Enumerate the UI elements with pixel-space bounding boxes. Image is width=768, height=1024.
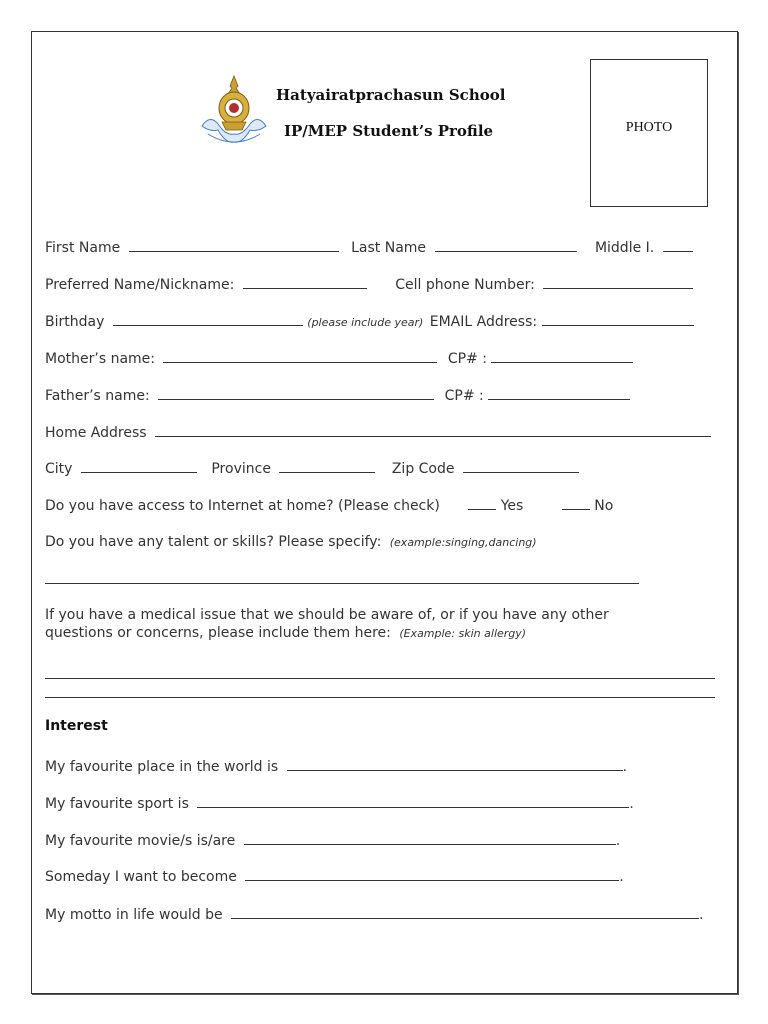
row-city: [45, 458, 579, 477]
photo-box[interactable]: [590, 59, 708, 207]
fav-place-field[interactable]: [287, 756, 623, 771]
motto-period: .: [699, 907, 704, 923]
father-name-field[interactable]: [158, 385, 434, 400]
internet-no-check[interactable]: [562, 495, 590, 510]
talent-example: (example:singing,dancing): [389, 536, 537, 549]
cell-phone-label: Cell phone Number:: [395, 277, 535, 293]
internet-question: Do you have access to Internet at home? (Please check): [45, 498, 440, 514]
interest-heading: Interest: [45, 718, 108, 734]
motto-field[interactable]: [231, 904, 699, 919]
internet-yes-label: Yes: [500, 498, 524, 514]
row-become: [45, 866, 624, 885]
row-talent: [45, 534, 537, 550]
row-father: [45, 385, 630, 404]
motto-label: My motto in life would be: [45, 907, 223, 923]
first-name-field[interactable]: [129, 237, 339, 252]
first-name-label: First Name: [45, 240, 121, 256]
school-emblem-icon: [198, 74, 270, 152]
fav-sport-label: My favourite sport is: [45, 796, 189, 812]
become-period: .: [619, 869, 624, 885]
row-mother: [45, 348, 633, 367]
nickname-field[interactable]: [243, 274, 367, 289]
mother-name-label: Mother’s name:: [45, 351, 155, 367]
medical-question-line1: If you have a medical issue that we should be aware of, or if you have any other: [45, 607, 609, 623]
fav-movie-label: My favourite movie/s is/are: [45, 833, 236, 849]
zip-label: Zip Code: [391, 461, 455, 477]
home-address-label: Home Address: [45, 425, 147, 441]
row-fav-sport: [45, 793, 634, 812]
middle-initial-field[interactable]: [663, 237, 693, 252]
row-birthday: [45, 311, 694, 330]
medical-example: (Example: skin allergy): [399, 627, 527, 640]
father-cp-label: CP# :: [444, 388, 484, 404]
birthday-field[interactable]: [113, 311, 303, 326]
row-internet: [45, 495, 613, 514]
birthday-label: Birthday: [45, 314, 105, 330]
city-field[interactable]: [81, 458, 197, 473]
father-cp-field[interactable]: [488, 385, 630, 400]
city-label: City: [45, 461, 73, 477]
row-nickname: [45, 274, 693, 293]
zip-field[interactable]: [463, 458, 579, 473]
last-name-label: Last Name: [351, 240, 427, 256]
fav-sport-period: .: [629, 796, 634, 812]
talent-answer-line[interactable]: [45, 583, 639, 584]
photo-label: PHOTO: [625, 120, 673, 135]
last-name-field[interactable]: [435, 237, 577, 252]
birthday-note: (please include year): [307, 316, 424, 329]
row-names: [45, 237, 693, 256]
fav-place-period: .: [622, 759, 628, 775]
medical-answer-line-1[interactable]: [45, 678, 715, 679]
mother-name-field[interactable]: [163, 348, 437, 363]
become-field[interactable]: [245, 866, 619, 881]
home-address-field[interactable]: [155, 422, 711, 437]
mother-cp-field[interactable]: [491, 348, 633, 363]
medical-question-line2: questions or concerns, please include them here:: [45, 625, 391, 641]
province-label: Province: [211, 461, 271, 477]
middle-initial-label: Middle I.: [594, 240, 655, 256]
fav-place-label: My favourite place in the world is: [45, 759, 279, 775]
fav-movie-field[interactable]: [244, 830, 616, 845]
medical-answer-line-2[interactable]: [45, 697, 715, 698]
row-motto: [45, 904, 704, 923]
internet-no-label: No: [594, 498, 614, 514]
email-field[interactable]: [542, 311, 694, 326]
mother-cp-label: CP# :: [447, 351, 488, 367]
father-name-label: Father’s name:: [45, 388, 150, 404]
form-title: IP/MEP Student’s Profile: [284, 122, 494, 140]
nickname-label: Preferred Name/Nickname:: [45, 277, 235, 293]
become-label: Someday I want to become: [45, 869, 237, 885]
cell-phone-field[interactable]: [543, 274, 693, 289]
fav-sport-field[interactable]: [197, 793, 629, 808]
province-field[interactable]: [279, 458, 375, 473]
row-medical-line2: [45, 625, 526, 641]
talent-question: Do you have any talent or skills? Please specify:: [45, 534, 382, 550]
school-name: Hatyairatprachasun School: [276, 86, 506, 104]
row-fav-place: [45, 756, 627, 775]
fav-movie-period: .: [615, 833, 621, 849]
internet-yes-check[interactable]: [468, 495, 496, 510]
row-address: [45, 422, 711, 441]
row-fav-movie: [45, 830, 620, 849]
email-label: EMAIL Address:: [429, 314, 538, 330]
